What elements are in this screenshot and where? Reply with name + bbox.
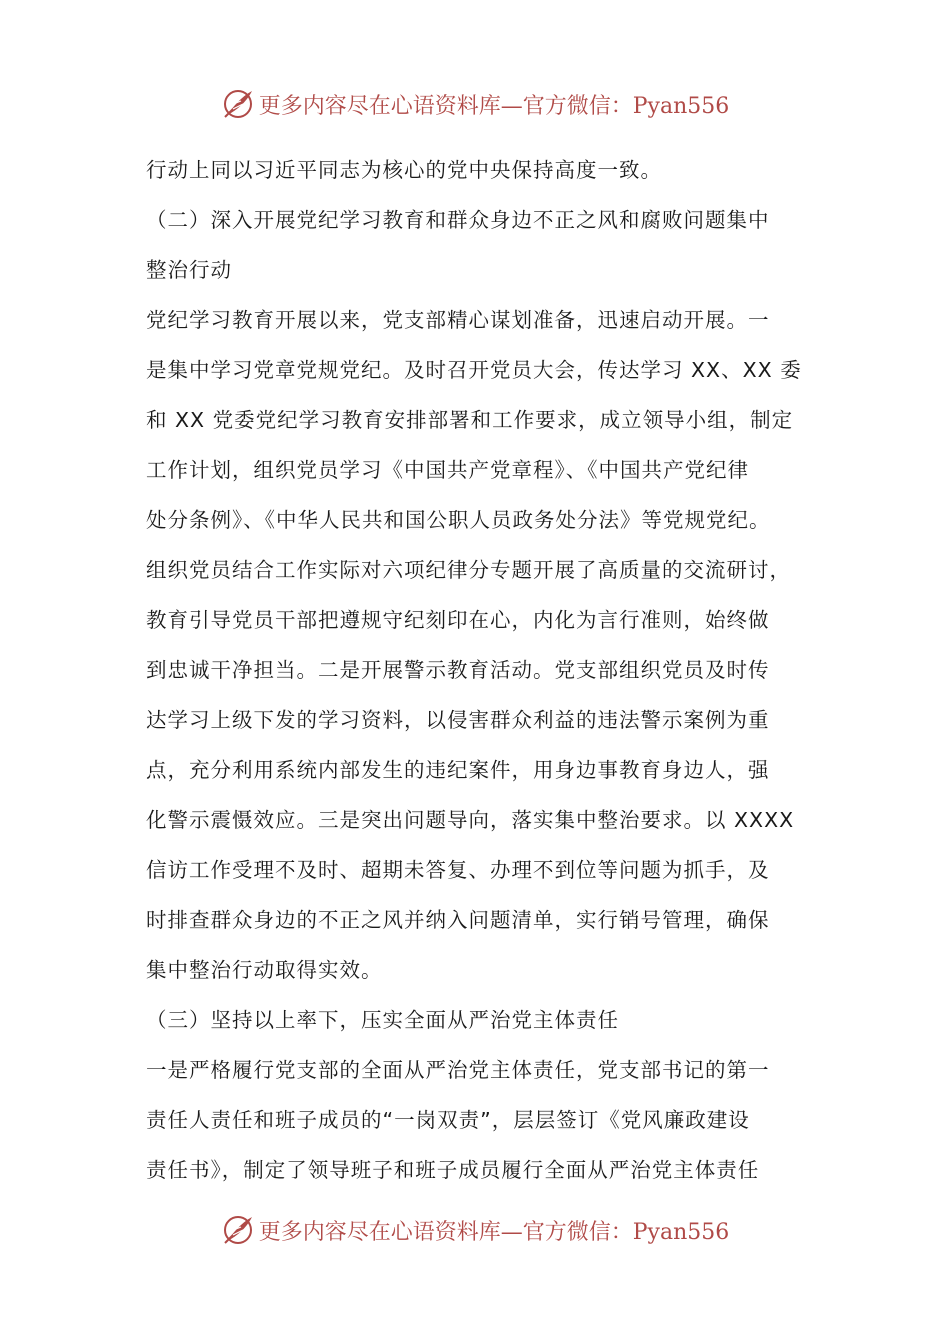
header-watermark-banner bbox=[0, 84, 950, 124]
text-line: 责任书》，制定了领导班子和班子成员履行全面从严治党主体责任 bbox=[146, 1158, 760, 1182]
text-line: 和 XX 党委党纪学习教育安排部署和工作要求，成立领导小组，制定 bbox=[146, 408, 794, 432]
text-line: 到忠诚干净担当。二是开展警示教育活动。党支部组织党员及时传 bbox=[146, 658, 770, 682]
text-line: （三）坚持以上率下，压实全面从严治党主体责任 bbox=[146, 1008, 619, 1032]
text-line: 达学习上级下发的学习资料，以侵害群众利益的违法警示案例为重 bbox=[146, 708, 770, 732]
section-heading-2 bbox=[146, 195, 810, 295]
text-line: 时排查群众身边的不正之风并纳入问题清单，实行销号管理，确保 bbox=[146, 908, 770, 932]
text-line: 教育引导党员干部把遵规守纪刻印在心，内化为言行准则，始终做 bbox=[146, 608, 770, 632]
text-line: 集中整治行动取得实效。 bbox=[146, 958, 383, 982]
text-line: 党纪学习教育开展以来，党支部精心谋划准备，迅速启动开展。一 bbox=[146, 308, 770, 332]
feather-pen-logo-icon bbox=[221, 87, 255, 121]
paragraph-continuation bbox=[146, 145, 810, 195]
text-line: 点，充分利用系统内部发生的违纪案件，用身边事教育身边人，强 bbox=[146, 758, 770, 782]
document-body bbox=[146, 145, 810, 1195]
text-line: 组织党员结合工作实际对六项纪律分专题开展了高质量的交流研讨， bbox=[146, 558, 791, 582]
text-line: 信访工作受理不及时、超期未答复、办理不到位等问题为抓手，及 bbox=[146, 858, 770, 882]
footer-watermark-banner bbox=[0, 1210, 950, 1250]
text-line: 责任人责任和班子成员的“一岗双责”，层层签订《党风廉政建设 bbox=[146, 1108, 750, 1132]
feather-pen-logo-icon bbox=[221, 1213, 255, 1247]
text-line: （二）深入开展党纪学习教育和群众身边不正之风和腐败问题集中 bbox=[146, 208, 770, 232]
section-heading-3 bbox=[146, 995, 810, 1045]
text-line: 是集中学习党章党规党纪。及时召开党员大会，传达学习 XX、XX 委 bbox=[146, 358, 802, 382]
paragraph-section-3 bbox=[146, 1045, 810, 1195]
watermark-text: 更多内容尽在心语资料库—官方微信：Pyan556 bbox=[258, 93, 730, 119]
text-line: 化警示震慑效应。三是突出问题导向，落实集中整治要求。以 XXXX bbox=[146, 808, 795, 832]
text-line: 工作计划，组织党员学习《中国共产党章程》、《中国共产党纪律 bbox=[146, 458, 749, 482]
text-line: 处分条例》、《中华人民共和国公职人员政务处分法》等党规党纪。 bbox=[146, 508, 771, 532]
text-line: 行动上同以习近平同志为核心的党中央保持高度一致。 bbox=[146, 158, 662, 182]
text-line: 一是严格履行党支部的全面从严治党主体责任，党支部书记的第一 bbox=[146, 1058, 770, 1082]
text-line: 整治行动 bbox=[146, 258, 232, 282]
watermark-text: 更多内容尽在心语资料库—官方微信：Pyan556 bbox=[258, 1219, 730, 1245]
paragraph-section-2 bbox=[146, 295, 810, 995]
